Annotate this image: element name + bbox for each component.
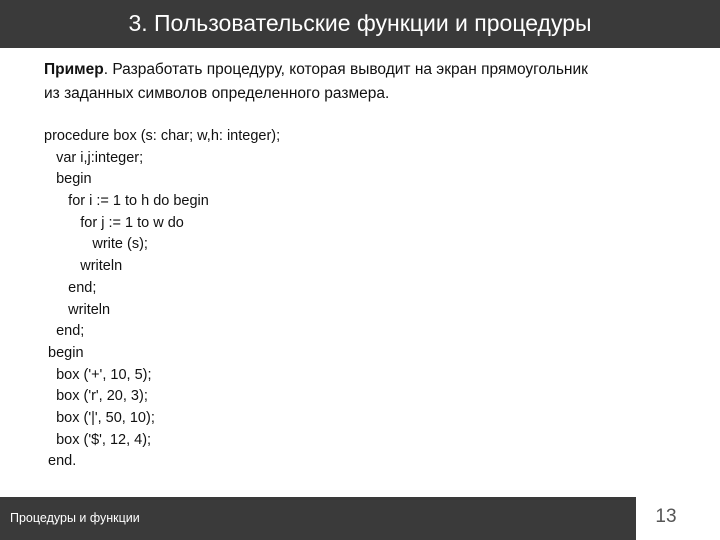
example-description [44, 58, 704, 106]
code-line: end; [44, 279, 97, 296]
code-line: box ('$', 12, 4); [44, 431, 152, 448]
footer-label: Процедуры и функции [10, 511, 140, 525]
code-line: begin [44, 171, 92, 188]
code-line: box ('+', 10, 5); [44, 366, 152, 383]
example-text-part-1: . Разработать процедуру, которая выводит на экран прямоугольник [103, 61, 588, 78]
example-description-line-1 [44, 58, 704, 82]
page-number: 13 [655, 506, 677, 527]
slide-content [44, 58, 704, 473]
title-bar [0, 0, 720, 48]
code-line: var i,j:integer; [44, 149, 144, 166]
code-line: writeln [44, 301, 111, 318]
code-line: procedure box (s: char; w,h: integer); [44, 128, 281, 144]
example-label: Пример [44, 61, 104, 78]
code-line: end. [44, 453, 77, 470]
code-line: end; [44, 323, 85, 340]
code-line: begin [44, 344, 84, 361]
footer-bar [0, 497, 636, 540]
code-line: for i := 1 to h do begin [44, 193, 209, 210]
code-block [44, 126, 704, 473]
code-line: box ('r', 20, 3); [44, 388, 148, 405]
example-description-line-2: из заданных символов определенного размера. [44, 85, 390, 102]
code-line: box ('|', 50, 10); [44, 409, 155, 426]
code-line: for j := 1 to w do [44, 214, 184, 231]
code-line: write (s); [44, 236, 148, 253]
code-line: writeln [44, 258, 123, 275]
slide-title: 3. Пользовательские функции и процедуры [128, 10, 592, 36]
